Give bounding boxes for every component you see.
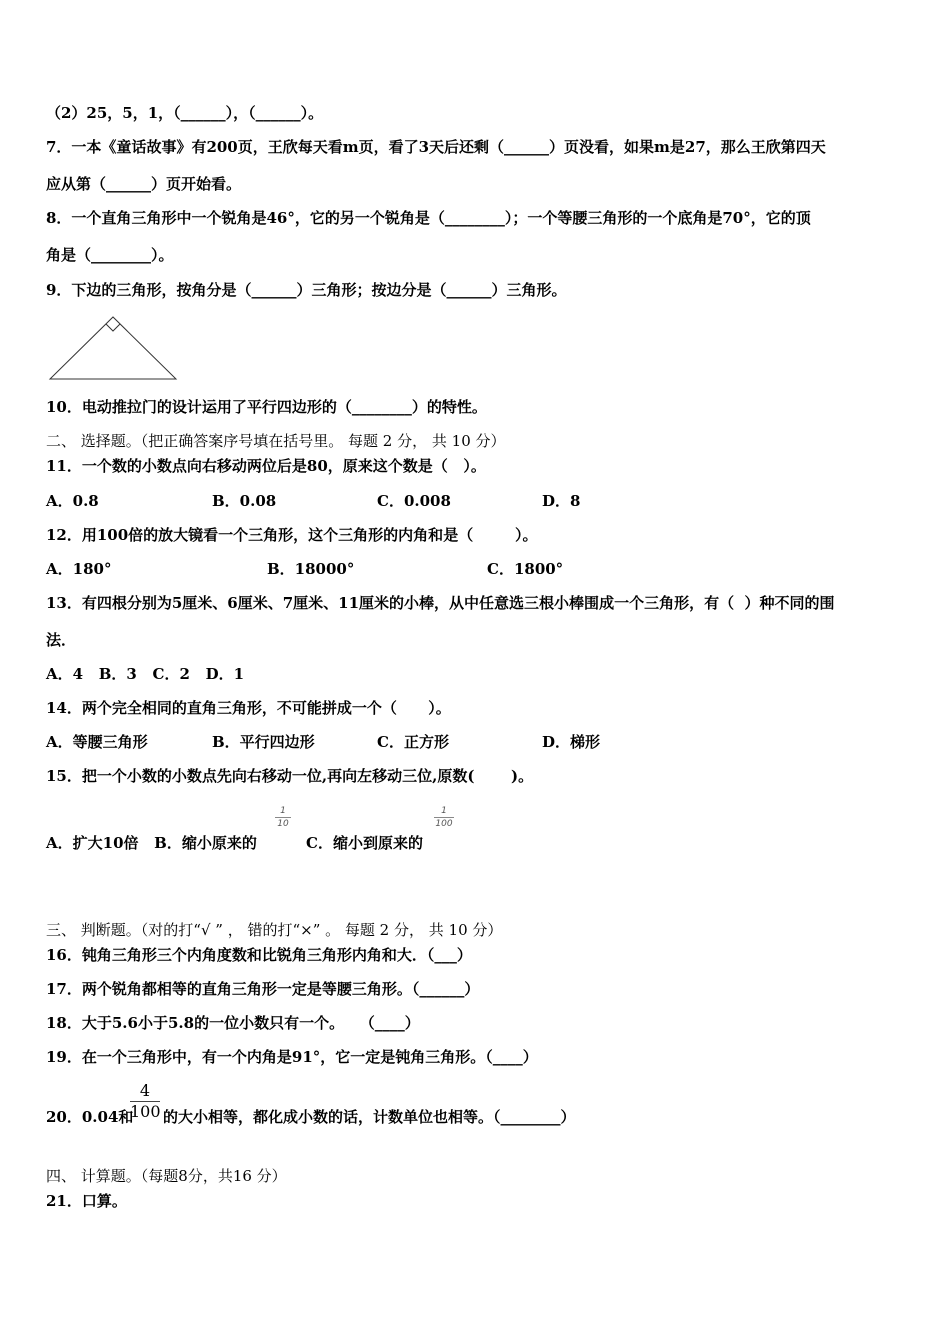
fraction-one-tenth: 1 10 bbox=[275, 806, 291, 829]
q14-option-b: B．平行四边形 bbox=[212, 733, 315, 751]
question-14: 14．两个完全相同的直角三角形，不可能拼成一个（ ）。 bbox=[46, 699, 451, 717]
q12-option-b: B．18000° bbox=[267, 560, 355, 578]
section-3-heading: 三、 判断题。（对的打“√ ” ， 错的打“×” 。 每题 2 分， 共 10 分） bbox=[46, 921, 503, 939]
section-4-heading: 四、 计算题。（每题8分，共16 分） bbox=[46, 1167, 287, 1185]
q11-option-b: B．0.08 bbox=[212, 492, 277, 510]
q12-option-a: A．180° bbox=[46, 560, 112, 578]
question-13-line-2: 法． bbox=[46, 631, 77, 649]
q11-option-d: D．8 bbox=[542, 492, 581, 510]
q11-option-c: C．0.008 bbox=[377, 492, 451, 510]
question-15-option-c: C．缩小到原来的 bbox=[306, 834, 423, 852]
question-11: 11．一个数的小数点向右移动两位后是80，原来这个数是（ ）。 bbox=[46, 457, 486, 475]
question-8-line-2: 角是（________）。 bbox=[46, 246, 174, 264]
question-21: 21．口算。 bbox=[46, 1192, 127, 1210]
question-20-end: 的大小相等，都化成小数的话，计数单位也相等。（________） bbox=[163, 1108, 576, 1126]
section-2-heading: 二、 选择题。（把正确答案序号填在括号里。 每题 2 分， 共 10 分） bbox=[46, 432, 506, 450]
q14-option-a: A．等腰三角形 bbox=[46, 733, 148, 751]
question-19: 19．在一个三角形中，有一个内角是91°，它一定是钝角三角形。（____） bbox=[46, 1048, 538, 1066]
fraction-one-hundredth: 1 100 bbox=[435, 806, 453, 829]
q14-option-c: C．正方形 bbox=[377, 733, 449, 751]
question-7-line-2: 应从第（______）页开始看。 bbox=[46, 175, 242, 193]
question-13-options: A．4 B．3 C．2 D．1 bbox=[46, 665, 245, 683]
q12-option-c: C．1800° bbox=[487, 560, 564, 578]
question-10: 10．电动推拉门的设计运用了平行四边形的（________）的特性。 bbox=[46, 398, 487, 416]
question-15: 15．把一个小数的小数点先向右移动一位,再向左移动三位,原数( )。 bbox=[46, 767, 534, 785]
q11-option-a: A．0.8 bbox=[46, 492, 99, 510]
right-isosceles-triangle-figure bbox=[48, 314, 180, 382]
question-20-start: 20．0.04和 bbox=[46, 1108, 134, 1126]
question-12: 12．用100倍的放大镜看一个三角形，这个三角形的内角和是（ ）。 bbox=[46, 526, 538, 544]
question-18: 18．大于5.6小于5.8的一位小数只有一个。 （____） bbox=[46, 1014, 420, 1032]
question-16: 16．钝角三角形三个内角度数和比锐角三角形内角和大．（___） bbox=[46, 946, 472, 964]
question-6-part-2: （2）25，5，1，（______），（______）。 bbox=[46, 104, 324, 122]
question-8-line-1: 8．一个直角三角形中一个锐角是46°，它的另一个锐角是（________）；一个等腰三角形的一个底角是70°，它的顶 bbox=[46, 209, 811, 227]
fraction-four-hundredths: 4 100 bbox=[130, 1081, 161, 1121]
question-15-options-ab: A．扩大10倍 B．缩小原来的 bbox=[46, 834, 257, 852]
question-9: 9．下边的三角形，按角分是（______）三角形；按边分是（______）三角形。 bbox=[46, 281, 567, 299]
q14-option-d: D．梯形 bbox=[542, 733, 601, 751]
question-13-line-1: 13．有四根分别为5厘米、6厘米、7厘米、11厘米的小棒，从中任意选三根小棒围成一个三角形，有（ ）种不同的围 bbox=[46, 594, 835, 612]
question-17: 17．两个锐角都相等的直角三角形一定是等腰三角形。（______） bbox=[46, 980, 480, 998]
question-7-line-1: 7．一本《童话故事》有200页，王欣每天看m页，看了3天后还剩（______）页没看，如果m是27，那么王欣第四天 bbox=[46, 138, 826, 156]
